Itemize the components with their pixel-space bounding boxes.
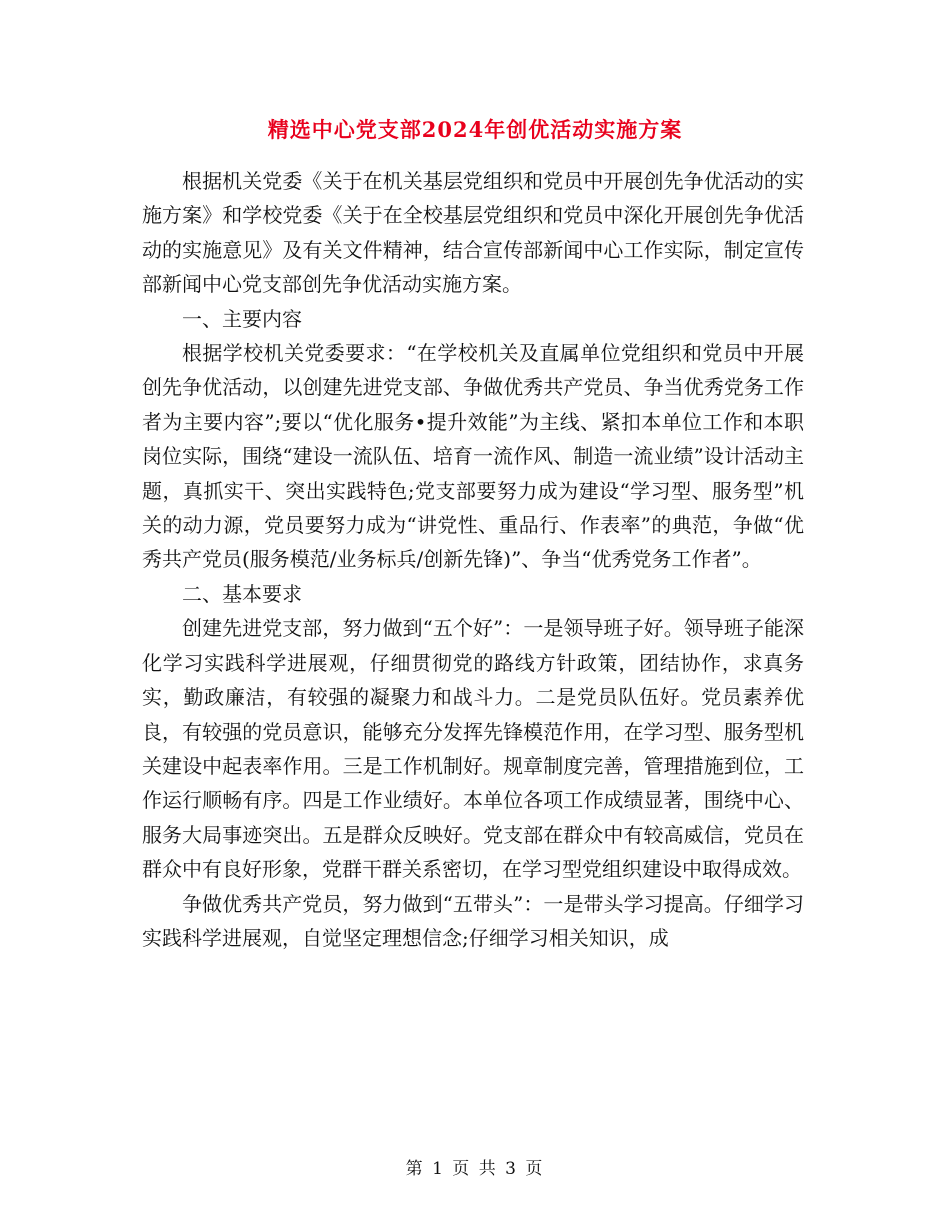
section-heading-main-content: 一、主要内容: [182, 306, 302, 331]
paragraph-intro: 根据机关党委《关于在机关基层党组织和党员中开展创先争优活动的实施方案》和学校党委《关于在全校基层党组织和党员中深化开展创先争优活动的实施意见》及有关文件精神，结合宣传部新闻中心工作实际，制定宣传部新闻中心党支部创先争优活动实施方案。: [142, 169, 804, 297]
section-heading-basic-requirements: 二、基本要求: [182, 581, 302, 606]
paragraph-five-goods: 创建先进党支部，努力做到“五个好”：一是领导班子好。领导班子能深化学习实践科学进展观，仔细贯彻党的路线方针政策，团结协作，求真务实，勤政廉洁，有较强的凝聚力和战斗力。二是党员队伍好。党员素养优良，有较强的党员意识，能够充分发挥先锋模范作用，在学习型、服务型机关建设中起表率作用。三是工作机制好。规章制度完善，管理措施到位，工作运行顺畅有序。四是工作业绩好。本单位各项工作成绩显著，围绕中心、服务大局事迹突出。五是群众反映好。党支部在群众中有较高威信，党员在群众中有良好形象，党群干群关系密切，在学习型党组织建设中取得成效。: [142, 616, 804, 882]
paragraph-five-leads: 争做优秀共产党员，努力做到“五带头”：一是带头学习提高。仔细学习实践科学进展观，自觉坚定理想信念;仔细学习相关知识，成: [142, 891, 804, 950]
document-title: 精选中心党支部2024年创优活动实施方案: [267, 117, 683, 142]
page-footer: 第 1 页 共 3 页: [405, 1159, 545, 1179]
paragraph-main-content: 根据学校机关党委要求：“在学校机关及直属单位党组织和党员中开展创先争优活动，以创建先进党支部、争做优秀共产党员、争当优秀党务工作者为主要内容”;要以“优化服务•提升效能”为主线、紧扣本单位工作和本职岗位实际，围绕“建设一流队伍、培育一流作风、制造一流业绩”设计活动主题，真抓实干、突出实践特色;党支部要努力成为建设“学习型、服务型”机关的动力源，党员要努力成为“讲党性、重品行、作表率”的典范，争做“优秀共产党员(服务模范/业务标兵/创新先锋)”、争当“优秀党务工作者”。: [142, 341, 804, 572]
document-body: [142, 164, 804, 955]
